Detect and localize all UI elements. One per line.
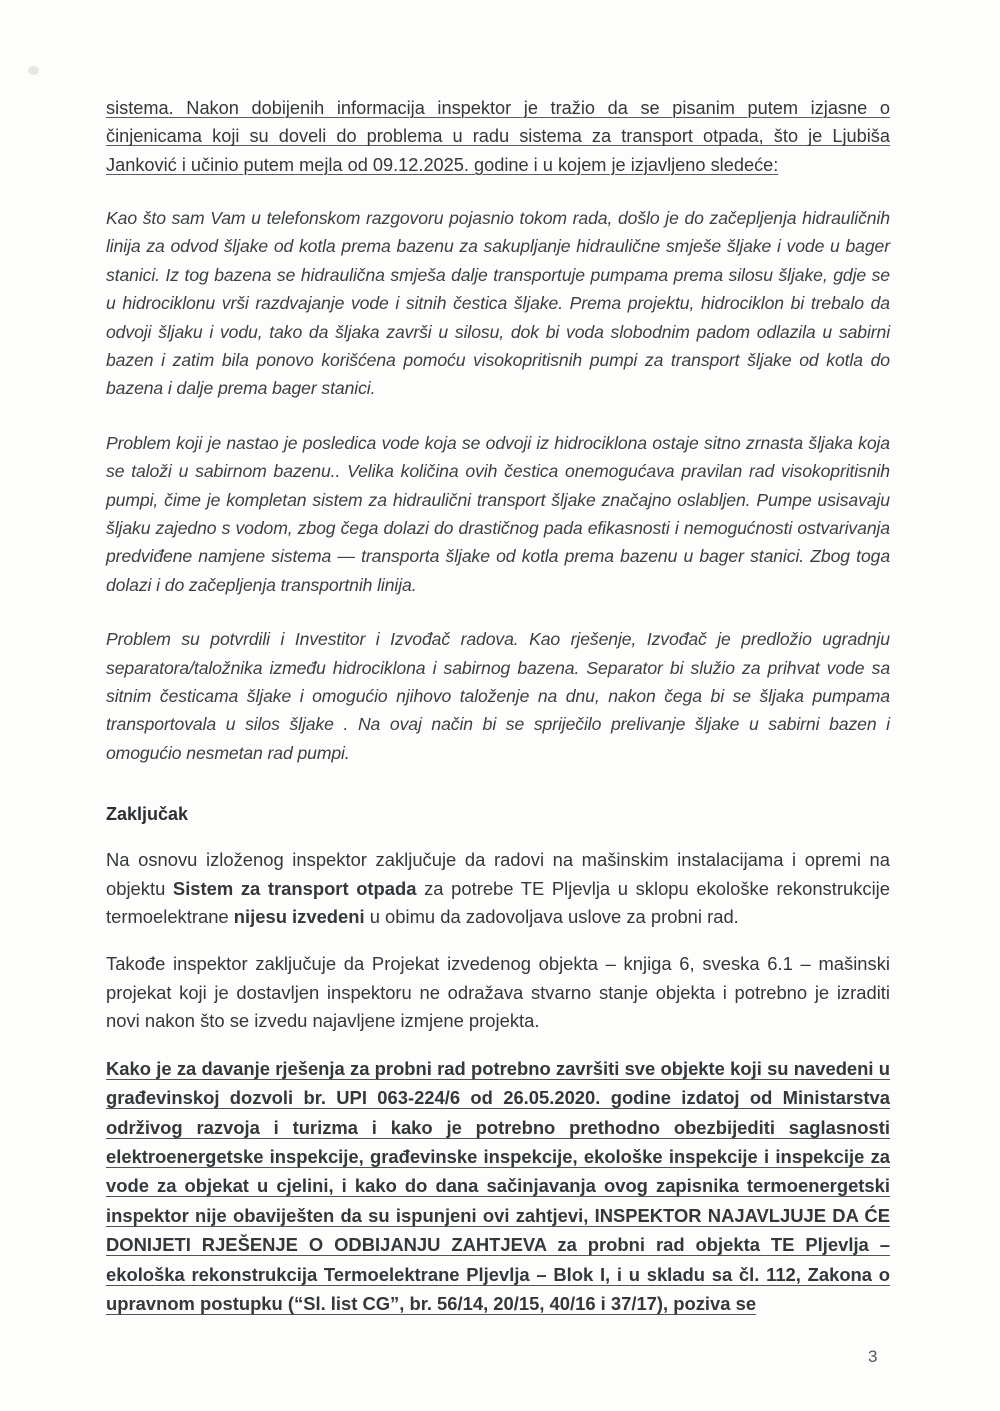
intro-paragraph: sistema. Nakon dobijenih informacija inspektor je tražio da se pisanim putem izjasne o činjenicama koji su doveli do problema u radu sistema za transport otpada, što je Ljubiša Janković i učinio putem mejla od 09.12.2025. godine i u kojem je izjavljeno sledeće: xyxy=(106,98,890,175)
conclusion-paragraph-2: Takođe inspektor zaključuje da Projekat izvedenog objekta – knjiga 6, sveska 6.1 – mašinski projekat koji je dostavljen inspektoru ne odražava stvarno stanje objekta i potrebno je izraditi novi nakon što se izvedu najavljene izmjene projekta. xyxy=(106,952,890,1032)
conclusion-paragraph-1-text-2: za potrebe TE Pljevlja u sklopu ekološke rekonstrukcije termoelektrane xyxy=(106,877,890,928)
page-number: 3 xyxy=(868,1347,878,1366)
conclusion-paragraph-1 xyxy=(106,846,890,932)
final-notice-text-2: za probni rad objekta TE Pljevlja – ekološka rekonstrukcija Termoelektrane Pljevlja – Blok I, i u skladu sa čl. 112, Zakona o upravnom postupku (“Sl. list CG”, br. 56/14, 20/15, 40/16 i 37/17), poziva se xyxy=(106,1234,890,1315)
conclusion-bold-system-label: Sistem za transport otpada xyxy=(172,877,417,899)
conclusion-heading: Zaključak xyxy=(106,804,189,825)
final-notice-decision-caps: INSPEKTOR NAJAVLJUJE DA ĆE DONIJETI RJEŠENJE O ODBIJANJU ZAHTJEVA xyxy=(106,1204,890,1256)
document-body xyxy=(106,94,890,1318)
final-notice-text-1: Kako je za davanje rješenja za probni rad potrebno završiti sve objekte koji su navedeni u građevinskoj dozvoli br. UPI 063-224/6 od 26.05.2020. godine izdatoj od Ministarstva održivog razvoja i turizma i kako je potrebno prethodno obezbijediti saglasnosti elektroenergetske inspekcije, građevinske inspekcije, ekološke inspekcije i inspekcije za vode za objekat u cjelini, i kako do dana sačinjavanja ovog zapisnika termoenergetski inspektor nije obaviješten da su ispunjeni ovi zahtjevi, xyxy=(106,1057,890,1226)
scan-artifact-speck xyxy=(28,66,39,75)
conclusion-paragraph-1-text-1: Na osnovu izloženog inspektor zaključuje da radovi na mašinskim instalacijama i opremi na objektu xyxy=(106,849,890,899)
quoted-statement-paragraph-2: Problem koji je nastao je posledica vode koja se odvoji iz hidrociklona ostaje sitno zrnasta šljaka koja se taloži u sabirnom bazenu.. Velika količina ovih čestica onemogućava pravilan rad visokopritisnih pumpi, čime je kompletan sistem za hidraulični transport šljake značajno oslabljen. Pumpe usisavaju šljaku zajedno s vodom, zbog čega dolazi do drastičnog pada efikasnosti i nemogućnosti ostvarivanja predviđene namjene sistema — transporta šljake od kotla prema bazenu u bager stanici. Zbog toga dolazi i do začepljenja transportnih linija. xyxy=(106,432,890,595)
conclusion-bold-not-executed: nijesu izvedeni xyxy=(233,906,365,928)
quoted-statement-paragraph-3: Problem su potvrdili i Investitor i Izvođač radova. Kao rješenje, Izvođač je predložio ugradnju separatora/taložnika između hidrociklona i sabirnog bazena. Separator bi služio za prihvat vode sa sitnim česticama šljake i omogućio njihovo taloženje na dnu, nakon čega bi se šljaka pumpama transportovala u silos šljake . Na ovaj način bi se spriječilo prelivanje šljake u sabirni bazen i omogućio nesmetan rad pumpi. xyxy=(106,629,890,763)
quoted-statement-paragraph-1: Kao što sam Vam u telefonskom razgovoru pojasnio tokom rada, došlo je do začepljenja hidrauličnih linija za odvod šljake od kotla prema bazenu za sakupljanje hidraulične smješe šljake i vode u bager stanici. Iz tog bazena se hidraulična smješa dalje transportuje pumpama prema silosu šljake, gdje se u hidrociklonu vrši razdvajanje vode i sitnih čestica šljake. Prema projektu, hidrociklon bi trebalo da odvoji šljaku i vodu, tako da šljaka završi u silosu, dok bi voda slobodnim padom odlazila u sabirni bazen i zatim bila ponovo korišćena pomoću visokopritisnih pumpi za transport šljake od kotla do bazena i dalje prema bager stanici. xyxy=(106,207,890,399)
final-notice-paragraph xyxy=(106,1054,890,1319)
conclusion-paragraph-1-text-3: u obimu da zadovoljava uslove za probni rad. xyxy=(364,906,739,928)
